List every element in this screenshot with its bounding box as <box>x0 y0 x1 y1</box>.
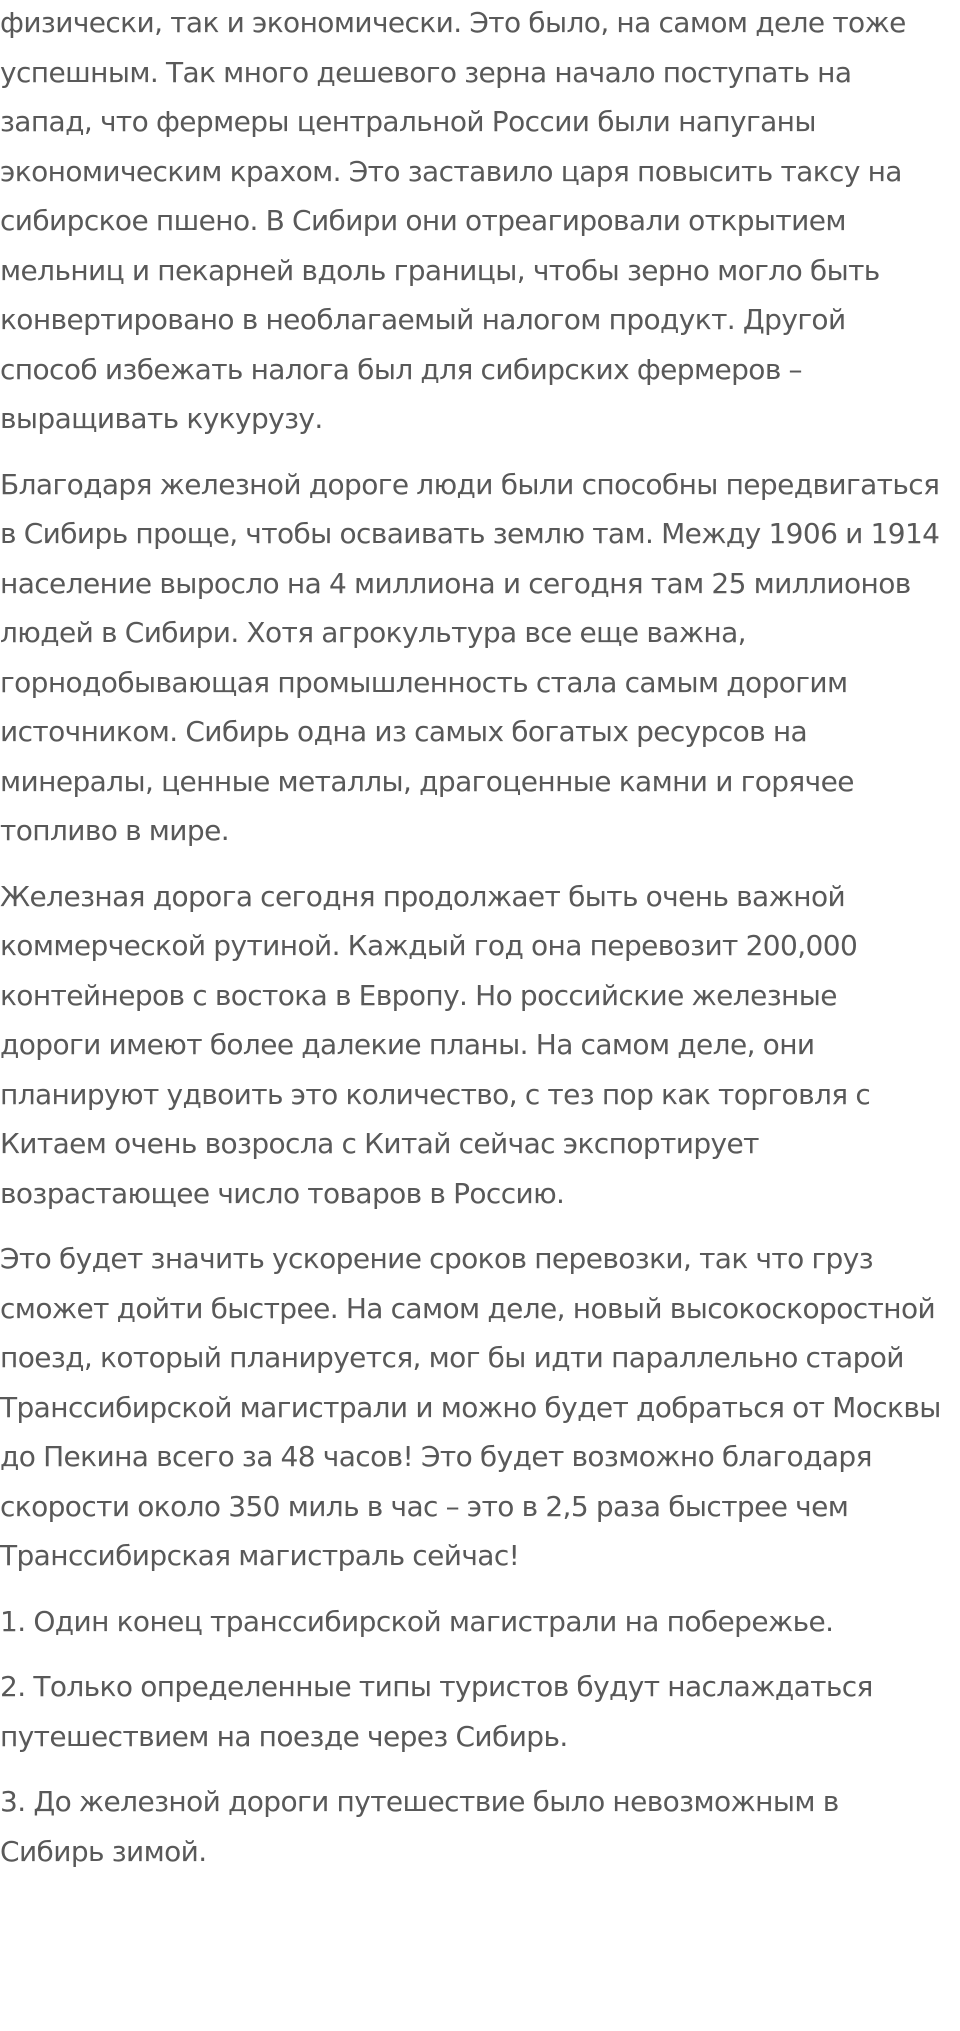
paragraph-population-resources: Благодаря железной дороге люди были способны передвигаться в Сибирь проще, чтобы осваивать землю там. Между 1906 и 1914 население выросло на 4 миллиона и сегодня там 25 миллионов людей в Сибири. Хотя агрокультура все еще важна, горнодобывающая промышленность стала самым дорогим источником. Сибирь одна из самых богатых ресурсов на минералы, ценные металлы, драгоценные камни и горячее топливо в мире. <box>0 467 940 847</box>
paragraph-grain-economy: физически, так и экономически. Это было, на самом деле тоже успешным. Так много дешевого зерна начало поступать на запад, что фермеры центральной России были напуганы экономическим крахом. Это заставило царя повысить таксу на сибирское пшено. В Сибири они отреагировали открытием мельниц и пекарней вдоль границы, чтобы зерно могло быть конвертировано в необлагаемый налогом продукт. Другой способ избежать налога был для сибирских фермеров – выращивать кукурузу. <box>0 6 906 435</box>
paragraph-railway-commerce: Железная дорога сегодня продолжает быть очень важной коммерческой рутиной. Каждый год она перевозит 200,000 контейнеров с востока в Европу. Но российские железные дороги имеют более далекие планы. На самом деле, они планируют удвоить это количество, с тез пор как торговля с Китаем очень возросла с Китай сейчас экспортирует возрастающее число товаров в Россию. <box>0 879 871 1210</box>
paragraph-high-speed-train: Это будет значить ускорение сроков перевозки, так что груз сможет дойти быстрее. На самом деле, новый высокоскоростной поезд, который планируется, мог бы идти параллельно старой Транссибирской магистрали и можно будет добраться от Москвы до Пекина всего за 48 часов! Это будет возможно благодаря скорости около 350 миль в час – это в 2,5 раза быстрее чем Транссибирская магистраль сейчас! <box>0 1242 941 1572</box>
question-statement-3: 3. До железной дороги путешествие было невозможным в Сибирь зимой. <box>0 1785 839 1868</box>
question-statement-2: 2. Только определенные типы туристов будут наслаждаться путешествием на поезде через Сибирь. <box>0 1670 873 1753</box>
question-statement-1: 1. Один конец транссибирской магистрали на побережье. <box>0 1604 834 1638</box>
